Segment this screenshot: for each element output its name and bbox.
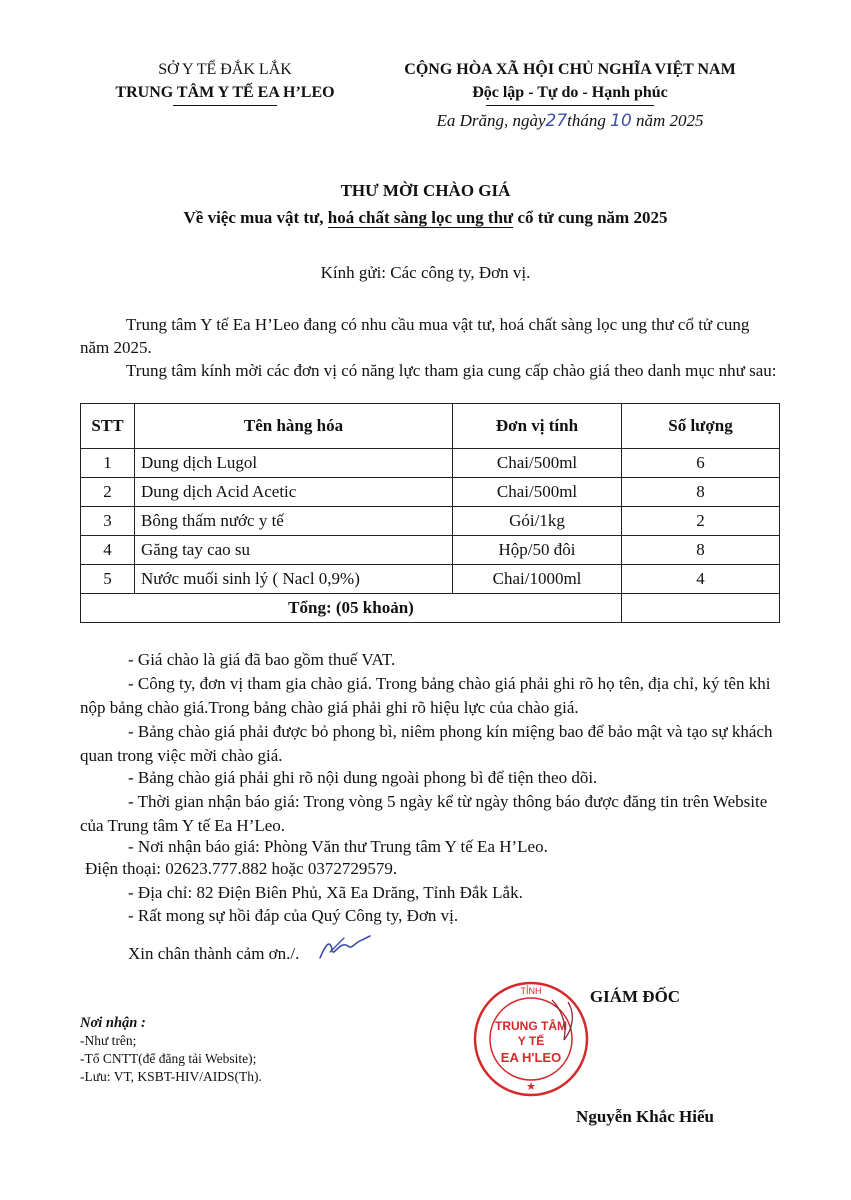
cell-stt: 2 xyxy=(81,478,135,507)
document-subtitle xyxy=(0,208,851,228)
subtitle-part-2: hoá chất sàng lọc ung thư xyxy=(327,208,514,227)
seal-star: ★ xyxy=(526,1081,536,1093)
cell-item-name: Dung dịch Lugol xyxy=(135,449,453,478)
cell-quantity: 6 xyxy=(622,449,780,478)
date-month-label: tháng xyxy=(567,111,606,130)
items-table xyxy=(80,403,780,623)
closing-thanks: Xin chân thành cảm ơn./. xyxy=(128,944,300,963)
header-stt: STT xyxy=(81,404,135,449)
table-row xyxy=(81,478,780,507)
cell-item-name: Dung dịch Acid Acetic xyxy=(135,478,453,507)
table-row xyxy=(81,565,780,594)
date-prefix: Ea Drăng, ngày xyxy=(436,111,546,130)
note-envelope: - Bảng chào giá phải ghi rõ nội dung ngoài phong bì để tiện theo dõi. xyxy=(128,768,598,787)
table-total-row xyxy=(81,594,780,623)
greeting: Kính gửi: Các công ty, Đơn vị. xyxy=(320,263,531,282)
cell-item-name: Găng tay cao su xyxy=(135,536,453,565)
country-name: CỘNG HÒA XÃ HỘI CHỦ NGHĨA VIỆT NAM xyxy=(404,61,736,78)
subtitle-part-1: Về việc mua vật tư, xyxy=(183,208,324,227)
cell-item-name: Bông thấm nước y tế xyxy=(135,507,453,536)
intro-paragraph-1: Trung tâm Y tế Ea H’Leo đang có nhu cầu mua vật tư, hoá chất sàng lọc ung thư cổ tử cung năm 2025. xyxy=(80,315,750,357)
cell-unit: Chai/500ml xyxy=(453,449,622,478)
cell-stt: 1 xyxy=(81,449,135,478)
note-phone: Điện thoại: 02623.777.882 hoặc 0372729579. xyxy=(85,859,398,878)
initials-signature-icon xyxy=(300,928,390,968)
table-header-row xyxy=(81,404,780,449)
note-receiving-place: - Nơi nhận báo giá: Phòng Văn thư Trung tâm Y tế Ea H’Leo. xyxy=(128,837,548,856)
national-header xyxy=(370,58,770,106)
seal-top-word: TỈNH xyxy=(520,986,542,996)
cell-item-name: Nước muối sinh lý ( Nacl 0,9%) xyxy=(135,565,453,594)
cell-unit: Gói/1kg xyxy=(453,507,622,536)
motto-underline xyxy=(486,105,654,106)
seal-line-2: Y TẾ xyxy=(517,1034,545,1048)
note-response: - Rất mong sự hồi đáp của Quý Công ty, Đơn vị. xyxy=(128,906,459,925)
cell-unit: Chai/1000ml xyxy=(453,565,622,594)
subtitle-part-3: cổ tử cung năm 2025 xyxy=(517,208,668,227)
document-title: THƯ MỜI CHÀO GIÁ xyxy=(340,181,511,200)
parent-agency: SỞ Y TẾ ĐẮK LẮK xyxy=(158,61,292,78)
date-line xyxy=(370,111,770,131)
recipient-item: -Như trên; xyxy=(80,1033,137,1048)
note-address: - Địa chỉ: 82 Điện Biên Phủ, Xã Ea Drăng, Tỉnh Đắk Lắk. xyxy=(128,883,523,902)
cell-quantity: 8 xyxy=(622,478,780,507)
cell-stt: 5 xyxy=(81,565,135,594)
issuing-agency: TRUNG TÂM Y TẾ EA H’LEO xyxy=(115,84,335,101)
total-quantity xyxy=(622,594,780,623)
recipient-item: -Lưu: VT, KSBT-HIV/AIDS(Th). xyxy=(80,1069,262,1084)
seal-line-3: EA H'LEO xyxy=(500,1050,562,1065)
recipient-item: -Tổ CNTT(để đăng tải Website); xyxy=(80,1051,257,1066)
header-item-name: Tên hàng hóa xyxy=(135,404,453,449)
cell-quantity: 2 xyxy=(622,507,780,536)
cell-stt: 3 xyxy=(81,507,135,536)
cell-unit: Hộp/50 đôi xyxy=(453,536,622,565)
note-vat: - Giá chào là giá đã bao gồm thuế VAT. xyxy=(128,650,396,669)
header-unit: Đơn vị tính xyxy=(453,404,622,449)
agency-underline xyxy=(173,105,277,106)
note-deadline: - Thời gian nhận báo giá: Trong vòng 5 ngày kể từ ngày thông báo được đăng tin trên Website của Trung tâm Y tế Ea H’Leo. xyxy=(80,792,768,835)
date-year: năm 2025 xyxy=(636,111,704,130)
total-label: Tổng: (05 khoản) xyxy=(81,594,622,623)
recipients-label: Nơi nhận : xyxy=(80,1015,146,1031)
date-day: 27 xyxy=(545,111,568,131)
seal-line-1: TRUNG TÂM xyxy=(495,1019,567,1033)
cell-unit: Chai/500ml xyxy=(453,478,622,507)
table-row xyxy=(81,536,780,565)
date-month: 10 xyxy=(610,111,632,131)
recipients-block xyxy=(80,1014,380,1086)
agency-header xyxy=(60,58,390,106)
header-quantity: Số lượng xyxy=(622,404,780,449)
cell-stt: 4 xyxy=(81,536,135,565)
table-row xyxy=(81,507,780,536)
note-requirements: - Công ty, đơn vị tham gia chào giá. Trong bảng chào giá phải ghi rõ họ tên, địa chỉ, ký tên khi nộp bảng chào giá.Trong bảng chào giá phải ghi rõ hiệu lực của chào giá. xyxy=(80,674,771,717)
table-row xyxy=(81,449,780,478)
director-name: Nguyễn Khắc Hiếu xyxy=(576,1107,714,1126)
cell-quantity: 4 xyxy=(622,565,780,594)
national-motto: Độc lập - Tự do - Hạnh phúc xyxy=(472,84,668,101)
note-sealing: - Bảng chào giá phải được bỏ phong bì, niêm phong kín miệng bao để bảo mật và tạo sự khách quan trong việc mời chào giá. xyxy=(80,722,773,765)
intro-paragraph-2: Trung tâm kính mời các đơn vị có năng lực tham gia cung cấp chào giá theo danh mục như sau: xyxy=(126,361,777,380)
cell-quantity: 8 xyxy=(622,536,780,565)
director-title: GIÁM ĐỐC xyxy=(589,987,681,1006)
